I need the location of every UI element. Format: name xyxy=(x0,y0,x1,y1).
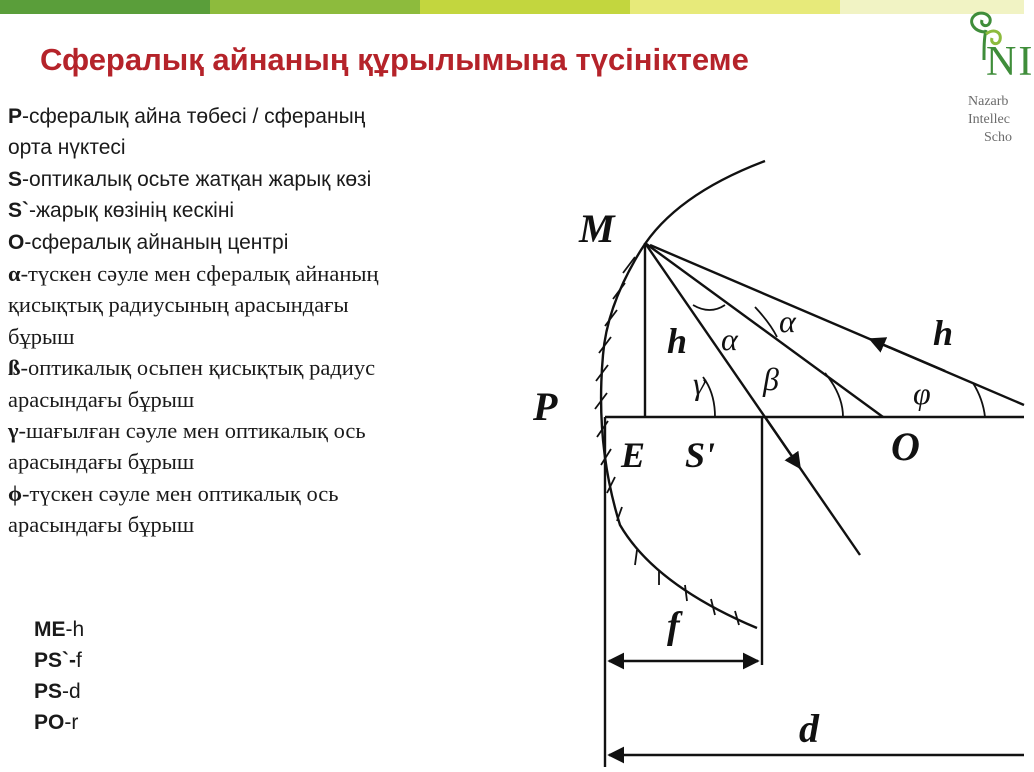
logo-letters: NI xyxy=(986,39,1034,85)
label-f: f xyxy=(667,605,680,647)
accent-segment xyxy=(0,0,210,14)
note-row xyxy=(8,292,528,317)
angle-arc-alpha-inner xyxy=(693,305,725,310)
accent-segment xyxy=(630,0,840,14)
mirror-arc xyxy=(601,161,765,628)
label-d: d xyxy=(799,706,819,751)
note-text: -сфералық айнаның центрі xyxy=(24,230,289,254)
note-symbol: P xyxy=(8,105,23,128)
definition-key: PO xyxy=(34,711,65,734)
note-text: -түскен сәуле мен оптикалық ось xyxy=(22,480,339,506)
note-row xyxy=(8,135,528,160)
mirror-diagram xyxy=(525,155,1024,767)
definition-row xyxy=(34,618,84,649)
angle-phi: φ xyxy=(913,375,931,411)
segment-definitions xyxy=(34,618,84,742)
note-row xyxy=(8,355,528,380)
logo-line-1: Nazarb xyxy=(968,94,1009,109)
logo-line-2: Intellec xyxy=(968,112,1010,127)
label-O: O xyxy=(891,424,920,469)
accent-segment xyxy=(210,0,420,14)
angle-alpha-outer: α xyxy=(779,303,796,339)
note-symbol: ß xyxy=(8,355,21,381)
definition-value: -h xyxy=(65,618,85,641)
label-E: E xyxy=(621,435,646,475)
note-row xyxy=(8,418,528,443)
note-text: арасындағы бұрыш xyxy=(8,512,195,538)
definition-key: ME xyxy=(34,618,66,641)
note-text: -шағылған сәуле мен оптикалық ось xyxy=(18,417,366,443)
note-symbol: ϕ xyxy=(8,480,23,506)
label-M: M xyxy=(579,206,615,251)
note-row xyxy=(8,387,528,412)
note-text: -жарық көзінің кескіні xyxy=(29,199,235,223)
note-symbol: S xyxy=(8,167,23,191)
note-symbol: γ xyxy=(8,417,19,443)
note-text: арасындағы бұрыш xyxy=(8,449,195,475)
accent-segment xyxy=(420,0,630,14)
school-logo xyxy=(930,4,1034,154)
label-P: P xyxy=(533,384,558,429)
note-text: орта нүктесі xyxy=(8,136,126,160)
note-symbol: α xyxy=(8,260,21,286)
reflected-ray-arrow xyxy=(765,417,800,468)
label-S-prime: S' xyxy=(685,435,716,475)
label-h-right: h xyxy=(933,313,954,353)
angle-arc-beta xyxy=(825,373,843,417)
definition-row xyxy=(34,680,84,711)
definition-row xyxy=(34,649,84,680)
definition-value: -d xyxy=(62,680,81,703)
note-text: қисықтық радиусының арасындағы xyxy=(8,292,349,318)
note-symbol: S` xyxy=(8,199,29,223)
angle-gamma: γ xyxy=(693,365,706,401)
angle-alpha-inner: α xyxy=(721,321,738,357)
explanation-list xyxy=(8,104,528,543)
definition-value: -r xyxy=(64,711,79,734)
note-row xyxy=(8,481,528,506)
note-row xyxy=(8,104,528,129)
note-row xyxy=(8,324,528,349)
definition-value: f xyxy=(76,649,82,672)
note-text: -сфералық айна төбесі / сфераның xyxy=(22,105,366,128)
note-row xyxy=(8,261,528,286)
note-text: -оптикалық осьпен қисықтық радиус xyxy=(20,355,376,381)
note-symbol: O xyxy=(8,230,25,254)
definition-row xyxy=(34,711,84,742)
top-accent-bar xyxy=(0,0,1024,14)
logo-line-3: Scho xyxy=(984,130,1012,145)
note-text: -оптикалық осьте жатқан жарық көзі xyxy=(22,167,372,191)
note-text: -түскен сәуле мен сфералық айнаның xyxy=(20,260,379,286)
note-row xyxy=(8,167,528,192)
note-row xyxy=(8,198,528,223)
definition-key: PS xyxy=(34,680,63,703)
note-row xyxy=(8,230,528,255)
note-row xyxy=(8,512,528,537)
note-text: бұрыш xyxy=(8,323,75,349)
note-row xyxy=(8,449,528,474)
slide-title: Сфералық айнаның құрылымына түсініктеме xyxy=(40,42,749,77)
definition-key: PS`- xyxy=(34,649,76,672)
label-h-left: h xyxy=(667,321,688,361)
mirror-hatching xyxy=(595,257,739,625)
note-text: арасындағы бұрыш xyxy=(8,386,195,412)
angle-beta: β xyxy=(763,361,779,397)
